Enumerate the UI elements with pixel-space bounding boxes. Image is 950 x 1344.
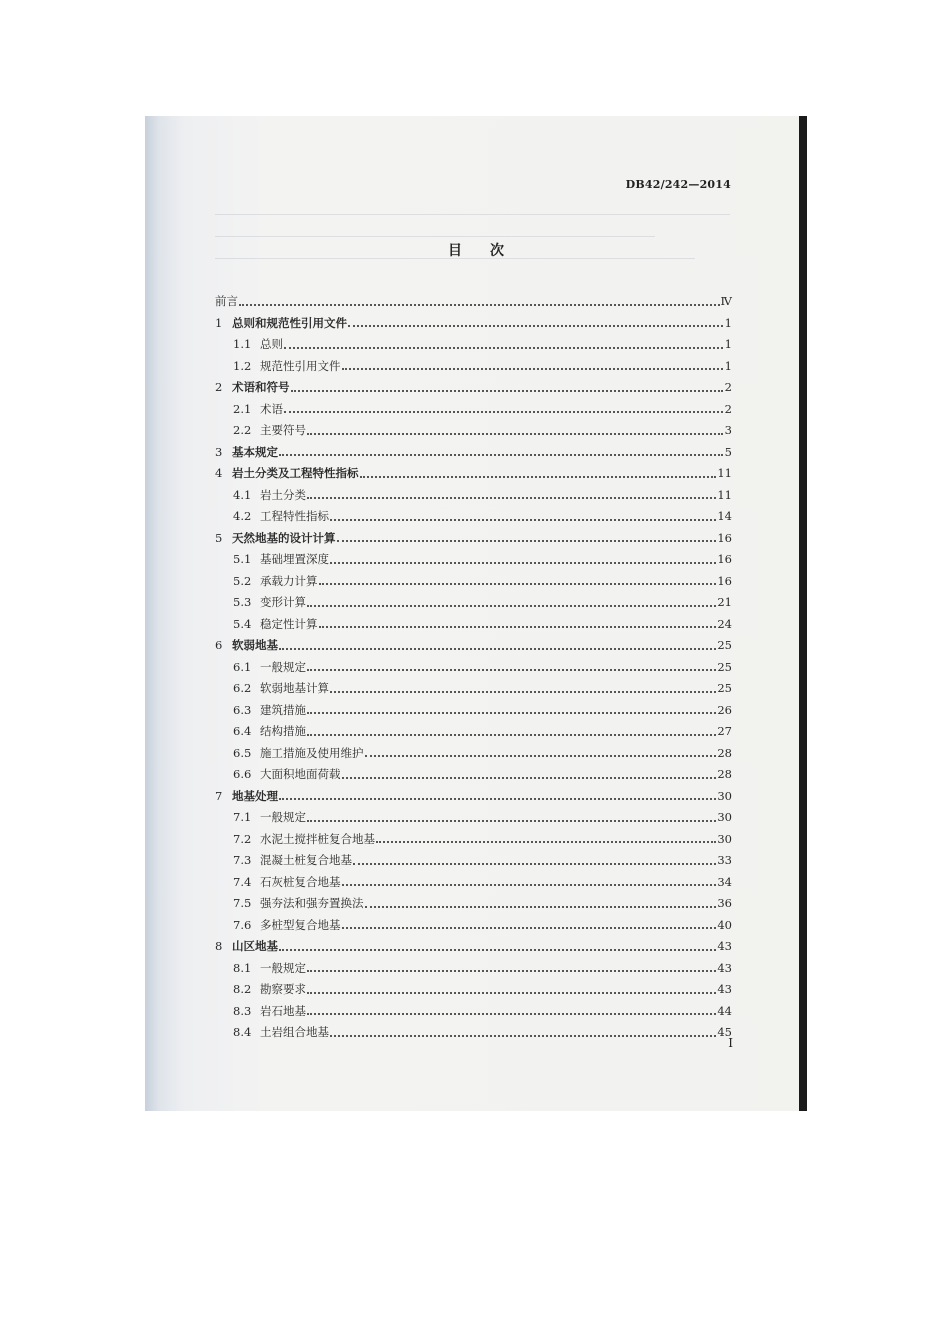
toc-entry[interactable] bbox=[215, 286, 732, 308]
toc-leader-dots bbox=[307, 496, 716, 499]
toc-entry[interactable] bbox=[215, 394, 732, 416]
toc-entry-label: 岩石地基 bbox=[260, 1003, 306, 1018]
toc-entry-number: 7.5 bbox=[233, 896, 252, 910]
toc-entry[interactable] bbox=[215, 996, 732, 1018]
toc-entry-number: 2.1 bbox=[233, 401, 252, 416]
toc-leader-dots bbox=[307, 604, 716, 607]
toc-entry-label: 术语 bbox=[260, 401, 283, 416]
toc-entry-page: 25 bbox=[717, 659, 732, 674]
toc-entry-label: 建筑措施 bbox=[260, 702, 306, 717]
toc-leader-dots bbox=[337, 539, 717, 542]
bleed-through-line bbox=[215, 236, 655, 237]
toc-entry-page: 28 bbox=[717, 767, 732, 781]
toc-entry-label: 大面积地面荷载 bbox=[260, 767, 341, 781]
toc-entry[interactable] bbox=[215, 523, 732, 545]
toc-entry-page: 30 bbox=[717, 788, 732, 803]
toc-entry-page: 11 bbox=[717, 466, 732, 480]
toc-entry-number: 8.3 bbox=[233, 1003, 252, 1018]
toc-entry-page: 43 bbox=[717, 982, 732, 996]
toc-leader-dots bbox=[307, 711, 716, 714]
toc-entry-label: 水泥土搅拌桩复合地基 bbox=[260, 831, 375, 846]
toc-entry-page: 14 bbox=[717, 509, 732, 523]
toc-entry-label: 总则 bbox=[260, 337, 283, 351]
toc-entry-label: 稳定性计算 bbox=[260, 616, 318, 631]
toc-leader-dots bbox=[353, 862, 716, 865]
title-char: 目 bbox=[448, 243, 462, 259]
toc-entry-page: 2 bbox=[724, 401, 732, 416]
table-of-contents bbox=[215, 286, 732, 1039]
toc-entry-page: 24 bbox=[717, 616, 732, 631]
scan-border bbox=[799, 116, 807, 1111]
toc-entry[interactable] bbox=[215, 759, 732, 781]
toc-entry-label: 规范性引用文件 bbox=[260, 358, 341, 373]
toc-entry-number: 6.3 bbox=[233, 702, 252, 717]
toc-entry-label: 基本规定 bbox=[232, 444, 278, 459]
toc-entry-page: 44 bbox=[717, 1003, 732, 1018]
toc-entry-page: 36 bbox=[717, 896, 732, 910]
toc-entry-label: 地基处理 bbox=[232, 788, 278, 803]
toc-entry-label: 石灰桩复合地基 bbox=[260, 874, 341, 889]
toc-entry-page: 16 bbox=[717, 552, 732, 566]
toc-entry-page: 3 bbox=[724, 423, 732, 437]
toc-entry-page: 33 bbox=[717, 853, 732, 867]
toc-entry[interactable] bbox=[215, 501, 732, 523]
standard-code: DB42/242—2014 bbox=[625, 178, 731, 191]
toc-entry-number: 7.4 bbox=[233, 874, 252, 889]
toc-entry-label: 软弱地基计算 bbox=[260, 681, 329, 695]
toc-entry[interactable] bbox=[215, 781, 732, 803]
toc-entry-number: 5 bbox=[215, 530, 223, 545]
toc-entry[interactable] bbox=[215, 953, 732, 975]
toc-entry-number: 7.3 bbox=[233, 853, 252, 867]
toc-entry-number: 7 bbox=[215, 788, 223, 803]
toc-leader-dots bbox=[307, 1012, 716, 1015]
toc-entry-number: 6.6 bbox=[233, 767, 252, 781]
toc-entry-page: 43 bbox=[717, 939, 732, 953]
toc-entry-number: 5.2 bbox=[233, 573, 252, 588]
toc-entry[interactable] bbox=[215, 544, 732, 566]
toc-entry-label: 主要符号 bbox=[260, 423, 306, 437]
toc-entry-page: 45 bbox=[717, 1025, 732, 1039]
toc-entry-page: 34 bbox=[717, 874, 732, 889]
toc-entry-page: 1 bbox=[724, 337, 732, 351]
toc-entry-label: 一般规定 bbox=[260, 960, 306, 975]
toc-entry-page: 11 bbox=[717, 487, 732, 502]
toc-entry-label: 结构措施 bbox=[260, 724, 306, 738]
toc-entry-page: 27 bbox=[717, 724, 732, 738]
toc-leader-dots bbox=[284, 346, 723, 349]
toc-entry-number: 4 bbox=[215, 466, 223, 480]
toc-entry-label: 软弱地基 bbox=[232, 638, 278, 652]
scanned-page bbox=[145, 116, 807, 1111]
toc-leader-dots bbox=[307, 668, 716, 671]
toc-entry[interactable] bbox=[215, 867, 732, 889]
toc-leader-dots bbox=[239, 303, 720, 306]
bleed-through-line bbox=[215, 214, 730, 215]
toc-entry-label: 承载力计算 bbox=[260, 573, 318, 588]
toc-entry[interactable] bbox=[215, 587, 732, 609]
toc-entry-label: 岩土分类 bbox=[260, 487, 306, 502]
toc-entry-number: 6.1 bbox=[233, 659, 252, 674]
toc-entry[interactable] bbox=[215, 824, 732, 846]
toc-entry-page: 1 bbox=[724, 315, 732, 330]
toc-entry-label: 基础埋置深度 bbox=[260, 552, 329, 566]
toc-entry[interactable] bbox=[215, 652, 732, 674]
toc-entry[interactable] bbox=[215, 630, 732, 652]
toc-entry-number: 6 bbox=[215, 638, 223, 652]
toc-entry-number: 8.2 bbox=[233, 982, 252, 996]
toc-entry-page: 16 bbox=[717, 530, 732, 545]
toc-entry-number: 4.1 bbox=[233, 487, 252, 502]
toc-leader-dots bbox=[284, 410, 723, 413]
toc-leader-dots bbox=[348, 324, 723, 327]
toc-leader-dots bbox=[279, 453, 723, 456]
toc-leader-dots bbox=[307, 969, 716, 972]
toc-entry[interactable] bbox=[215, 458, 732, 480]
toc-entry[interactable] bbox=[215, 609, 732, 631]
toc-entry-page: 21 bbox=[717, 595, 732, 609]
toc-entry-page: 16 bbox=[717, 573, 732, 588]
toc-entry[interactable] bbox=[215, 738, 732, 760]
toc-entry-label: 工程特性指标 bbox=[260, 509, 329, 523]
toc-leader-dots bbox=[330, 518, 716, 521]
toc-entry[interactable] bbox=[215, 480, 732, 502]
toc-entry-label: 岩土分类及工程特性指标 bbox=[232, 466, 359, 480]
toc-entry-number: 8 bbox=[215, 939, 223, 953]
toc-leader-dots bbox=[330, 690, 716, 693]
toc-entry[interactable] bbox=[215, 695, 732, 717]
toc-entry-label: 一般规定 bbox=[260, 810, 306, 824]
toc-leader-dots bbox=[279, 647, 716, 650]
toc-entry[interactable] bbox=[215, 974, 732, 996]
toc-entry-label: 勘察要求 bbox=[260, 982, 306, 996]
toc-entry-label: 施工措施及使用维护 bbox=[260, 745, 364, 760]
toc-entry-label: 混凝土桩复合地基 bbox=[260, 853, 352, 867]
toc-entry-number: 8.4 bbox=[233, 1025, 252, 1039]
toc-entry[interactable] bbox=[215, 566, 732, 588]
toc-leader-dots bbox=[342, 776, 717, 779]
toc-leader-dots bbox=[342, 926, 717, 929]
toc-entry-number: 5.3 bbox=[233, 595, 252, 609]
toc-leader-dots bbox=[291, 389, 724, 392]
toc-leader-dots bbox=[365, 754, 717, 757]
toc-entry-number: 8.1 bbox=[233, 960, 252, 975]
toc-leader-dots bbox=[365, 905, 717, 908]
toc-leader-dots bbox=[360, 475, 717, 478]
toc-leader-dots bbox=[307, 819, 716, 822]
toc-leader-dots bbox=[319, 582, 717, 585]
toc-leader-dots bbox=[342, 883, 717, 886]
toc-entry-number: 3 bbox=[215, 444, 223, 459]
toc-leader-dots bbox=[342, 367, 724, 370]
toc-entry-label: 变形计算 bbox=[260, 595, 306, 609]
toc-entry-label: 山区地基 bbox=[232, 939, 278, 953]
toc-entry-number: 1.2 bbox=[233, 358, 252, 373]
toc-entry-page: Ⅳ bbox=[720, 294, 732, 308]
toc-entry-label: 天然地基的设计计算 bbox=[232, 530, 336, 545]
toc-entry-label: 强夯法和强夯置换法 bbox=[260, 896, 364, 910]
toc-entry[interactable] bbox=[215, 351, 732, 373]
toc-entry-number: 4.2 bbox=[233, 509, 252, 523]
toc-leader-dots bbox=[330, 1034, 716, 1037]
toc-entry-number: 1.1 bbox=[233, 337, 252, 351]
toc-entry-number: 6.5 bbox=[233, 745, 252, 760]
toc-entry[interactable] bbox=[215, 845, 732, 867]
toc-entry-number: 7.1 bbox=[233, 810, 252, 824]
toc-entry-number: 7.6 bbox=[233, 917, 252, 932]
toc-leader-dots bbox=[307, 432, 723, 435]
toc-entry-number: 2 bbox=[215, 380, 223, 394]
toc-entry[interactable] bbox=[215, 910, 732, 932]
toc-leader-dots bbox=[307, 733, 716, 736]
toc-entry-number: 5.1 bbox=[233, 552, 252, 566]
toc-leader-dots bbox=[330, 561, 716, 564]
page-title bbox=[145, 240, 807, 260]
toc-entry-page: 1 bbox=[724, 358, 732, 373]
toc-leader-dots bbox=[307, 991, 716, 994]
toc-entry-number: 7.2 bbox=[233, 831, 252, 846]
toc-entry[interactable] bbox=[215, 1017, 732, 1039]
toc-entry-label: 一般规定 bbox=[260, 659, 306, 674]
toc-entry[interactable] bbox=[215, 888, 732, 910]
toc-entry-number: 6.4 bbox=[233, 724, 252, 738]
toc-entry[interactable] bbox=[215, 415, 732, 437]
toc-entry[interactable] bbox=[215, 673, 732, 695]
toc-entry-page: 30 bbox=[717, 831, 732, 846]
toc-entry-page: 30 bbox=[717, 810, 732, 824]
toc-entry-number: 6.2 bbox=[233, 681, 252, 695]
toc-entry-label: 多桩型复合地基 bbox=[260, 917, 341, 932]
toc-entry-label: 术语和符号 bbox=[232, 380, 290, 394]
toc-entry-page: 40 bbox=[717, 917, 732, 932]
toc-entry[interactable] bbox=[215, 931, 732, 953]
toc-entry-label: 总则和规范性引用文件 bbox=[232, 315, 347, 330]
toc-entry[interactable] bbox=[215, 802, 732, 824]
toc-entry-page: 26 bbox=[717, 702, 732, 717]
toc-entry-number: 1 bbox=[215, 315, 223, 330]
toc-entry[interactable] bbox=[215, 437, 732, 459]
toc-leader-dots bbox=[279, 797, 716, 800]
toc-entry-number: 2.2 bbox=[233, 423, 252, 437]
toc-entry[interactable] bbox=[215, 308, 732, 330]
toc-entry-page: 28 bbox=[717, 745, 732, 760]
title-char: 次 bbox=[490, 243, 504, 259]
toc-entry[interactable] bbox=[215, 716, 732, 738]
toc-entry[interactable] bbox=[215, 372, 732, 394]
toc-leader-dots bbox=[279, 948, 716, 951]
toc-entry-page: 5 bbox=[724, 444, 732, 459]
toc-entry-label: 土岩组合地基 bbox=[260, 1025, 329, 1039]
toc-entry-label: 前言 bbox=[215, 294, 238, 308]
page-number: I bbox=[728, 1036, 733, 1050]
toc-leader-dots bbox=[319, 625, 717, 628]
toc-entry[interactable] bbox=[215, 329, 732, 351]
toc-entry-page: 2 bbox=[724, 380, 732, 394]
toc-entry-number: 5.4 bbox=[233, 616, 252, 631]
toc-entry-page: 25 bbox=[717, 681, 732, 695]
toc-leader-dots bbox=[376, 840, 716, 843]
toc-entry-page: 25 bbox=[717, 638, 732, 652]
toc-entry-page: 43 bbox=[717, 960, 732, 975]
